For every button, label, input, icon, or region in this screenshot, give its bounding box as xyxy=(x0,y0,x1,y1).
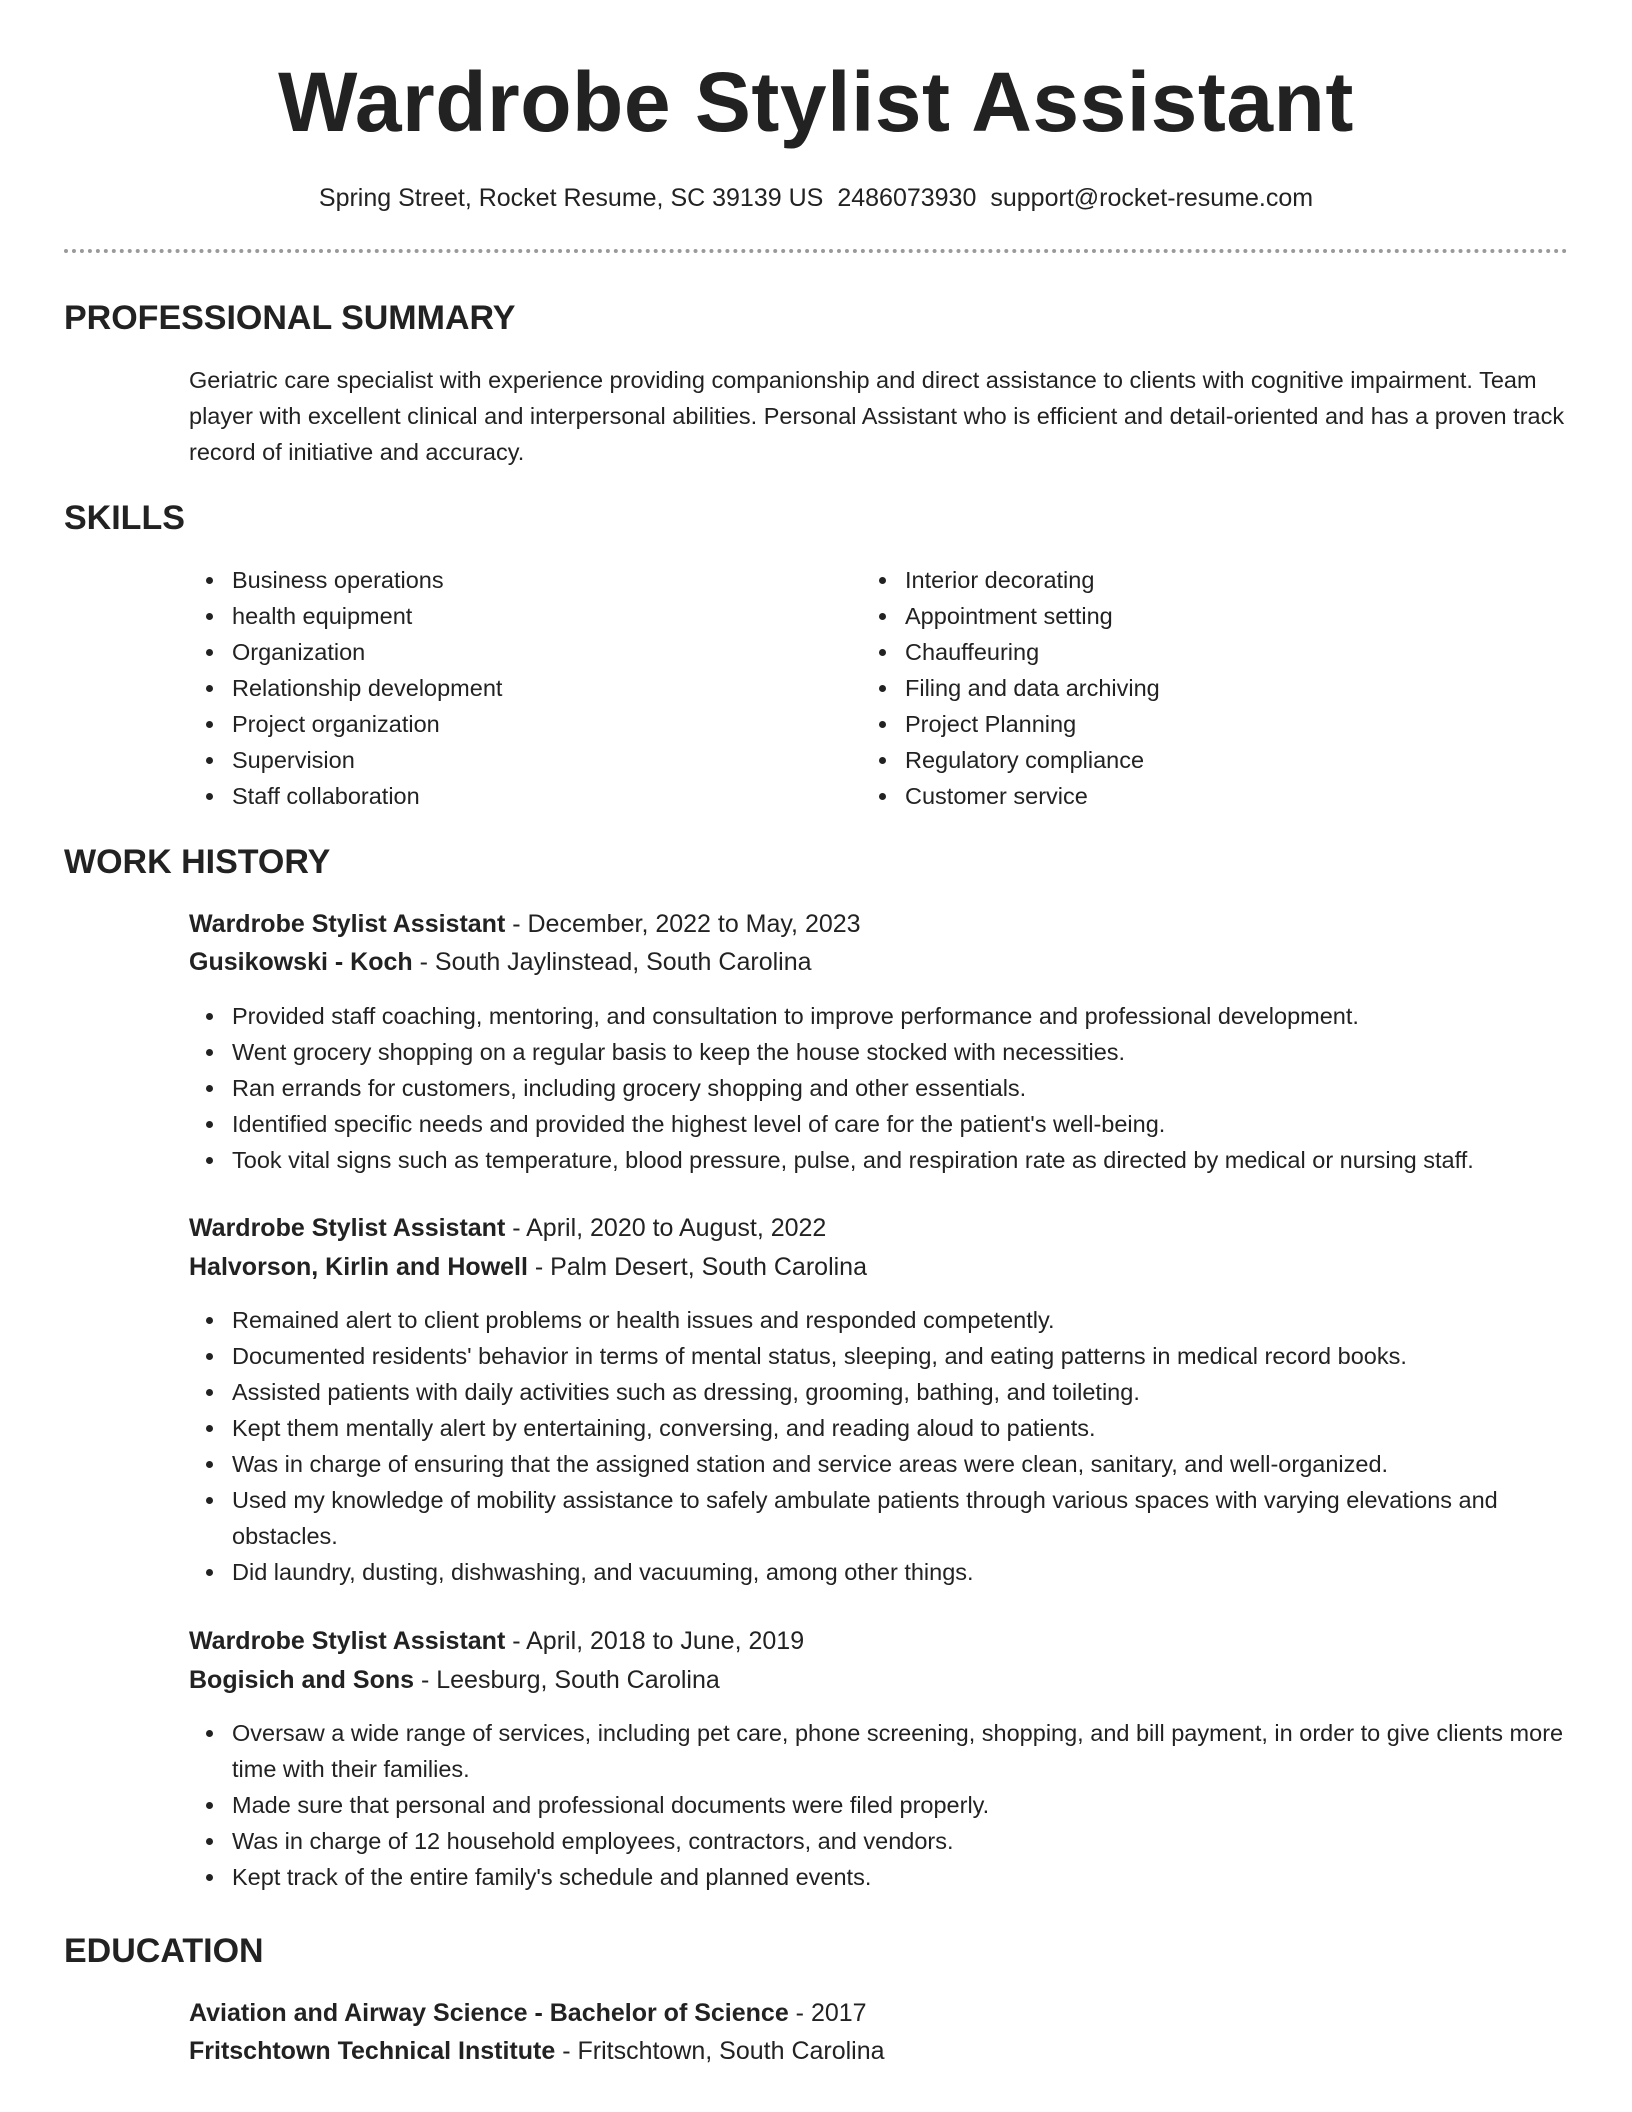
job-company: Bogisich and Sons xyxy=(189,1666,415,1694)
list-item: Appointment setting xyxy=(862,598,1562,634)
list-item: health equipment xyxy=(189,598,829,634)
skills-list-left xyxy=(189,562,829,814)
list-item: Project organization xyxy=(189,706,829,742)
education-location: - Fritschtown, South Carolina xyxy=(555,2037,885,2065)
list-item: Kept track of the entire family's schedule and planned events. xyxy=(189,1859,1568,1895)
job-dates: - April, 2018 to June, 2019 xyxy=(505,1627,805,1655)
list-item: Did laundry, dusting, dishwashing, and vacuuming, among other things. xyxy=(189,1554,1568,1590)
list-item: Ran errands for customers, including grocery shopping and other essentials. xyxy=(189,1070,1568,1106)
skills-list-right xyxy=(862,562,1562,814)
education-heading: EDUCATION xyxy=(64,1932,264,1970)
job-company-line xyxy=(189,1248,1568,1286)
summary-heading: PROFESSIONAL SUMMARY xyxy=(64,299,516,337)
job-location: - South Jaylinstead, South Carolina xyxy=(412,948,812,976)
list-item: Business operations xyxy=(189,562,829,598)
job-company: Halvorson, Kirlin and Howell xyxy=(189,1253,528,1281)
list-item: Assisted patients with daily activities such as dressing, grooming, bathing, and toileting. xyxy=(189,1374,1568,1410)
education-school-line xyxy=(189,2032,1568,2070)
contact-email: support@rocket-resume.com xyxy=(990,184,1314,212)
education-degree-line xyxy=(189,1994,1568,2032)
job-duties-list xyxy=(189,998,1568,1178)
list-item: Used my knowledge of mobility assistance to safely ambulate patients through various spaces with varying elevations and obstacles. xyxy=(189,1482,1568,1554)
job-role: Wardrobe Stylist Assistant xyxy=(189,1627,506,1655)
list-item: Customer service xyxy=(862,778,1562,814)
education-year: - 2017 xyxy=(788,1999,867,2027)
list-item: Oversaw a wide range of services, including pet care, phone screening, shopping, and bill payment, in order to give clients more time with their families. xyxy=(189,1715,1568,1787)
list-item: Took vital signs such as temperature, blood pressure, pulse, and respiration rate as directed by medical or nursing staff. xyxy=(189,1142,1568,1178)
job-location: - Palm Desert, South Carolina xyxy=(527,1253,867,1281)
contact-address: Spring Street, Rocket Resume, SC 39139 US xyxy=(318,184,824,212)
header-divider xyxy=(64,249,1568,253)
list-item: Interior decorating xyxy=(862,562,1562,598)
job-company-line xyxy=(189,943,1568,981)
skills-heading: SKILLS xyxy=(64,499,185,537)
list-item: Kept them mentally alert by entertaining, conversing, and reading aloud to patients. xyxy=(189,1410,1568,1446)
job-role: Wardrobe Stylist Assistant xyxy=(189,1214,506,1242)
list-item: Project Planning xyxy=(862,706,1562,742)
job-dates: - December, 2022 to May, 2023 xyxy=(505,910,861,938)
list-item: Went grocery shopping on a regular basis to keep the house stocked with necessities. xyxy=(189,1034,1568,1070)
job-duties-list xyxy=(189,1302,1568,1590)
list-item: Was in charge of 12 household employees, contractors, and vendors. xyxy=(189,1823,1568,1859)
list-item: Relationship development xyxy=(189,670,829,706)
job-location: - Leesburg, South Carolina xyxy=(414,1666,720,1694)
contact-line xyxy=(0,180,1632,216)
list-item: Remained alert to client problems or health issues and responded competently. xyxy=(189,1302,1568,1338)
candidate-name: Wardrobe Stylist Assistant xyxy=(278,55,1354,149)
education-degree: Aviation and Airway Science - Bachelor of Science xyxy=(189,1999,789,2027)
job-title-line xyxy=(189,905,1568,943)
job-dates: - April, 2020 to August, 2022 xyxy=(505,1214,827,1242)
job-company-line xyxy=(189,1661,1568,1699)
list-item: Identified specific needs and provided the highest level of care for the patient's well-being. xyxy=(189,1106,1568,1142)
job-title-line xyxy=(189,1622,1568,1660)
job-title-line xyxy=(189,1209,1568,1247)
list-item: Regulatory compliance xyxy=(862,742,1562,778)
summary-text: Geriatric care specialist with experience providing companionship and direct assistance to clients with cognitive impairment. Team player with excellent clinical and interpersonal abilities. Personal Assistant who is efficient and detail-oriented and has a proven track record of initiative and accuracy. xyxy=(189,367,1565,465)
job-company: Gusikowski - Koch xyxy=(189,948,413,976)
list-item: Provided staff coaching, mentoring, and consultation to improve performance and professional development. xyxy=(189,998,1568,1034)
job-duties-list xyxy=(189,1715,1568,1895)
list-item: Staff collaboration xyxy=(189,778,829,814)
list-item: Filing and data archiving xyxy=(862,670,1562,706)
list-item: Documented residents' behavior in terms of mental status, sleeping, and eating patterns in medical record books. xyxy=(189,1338,1568,1374)
work-history-heading: WORK HISTORY xyxy=(64,843,331,881)
list-item: Was in charge of ensuring that the assigned station and service areas were clean, sanitary, and well-organized. xyxy=(189,1446,1568,1482)
list-item: Made sure that personal and professional documents were filed properly. xyxy=(189,1787,1568,1823)
education-school: Fritschtown Technical Institute xyxy=(189,2037,556,2065)
list-item: Supervision xyxy=(189,742,829,778)
list-item: Chauffeuring xyxy=(862,634,1562,670)
contact-phone: 2486073930 xyxy=(837,184,977,212)
job-role: Wardrobe Stylist Assistant xyxy=(189,910,506,938)
list-item: Organization xyxy=(189,634,829,670)
